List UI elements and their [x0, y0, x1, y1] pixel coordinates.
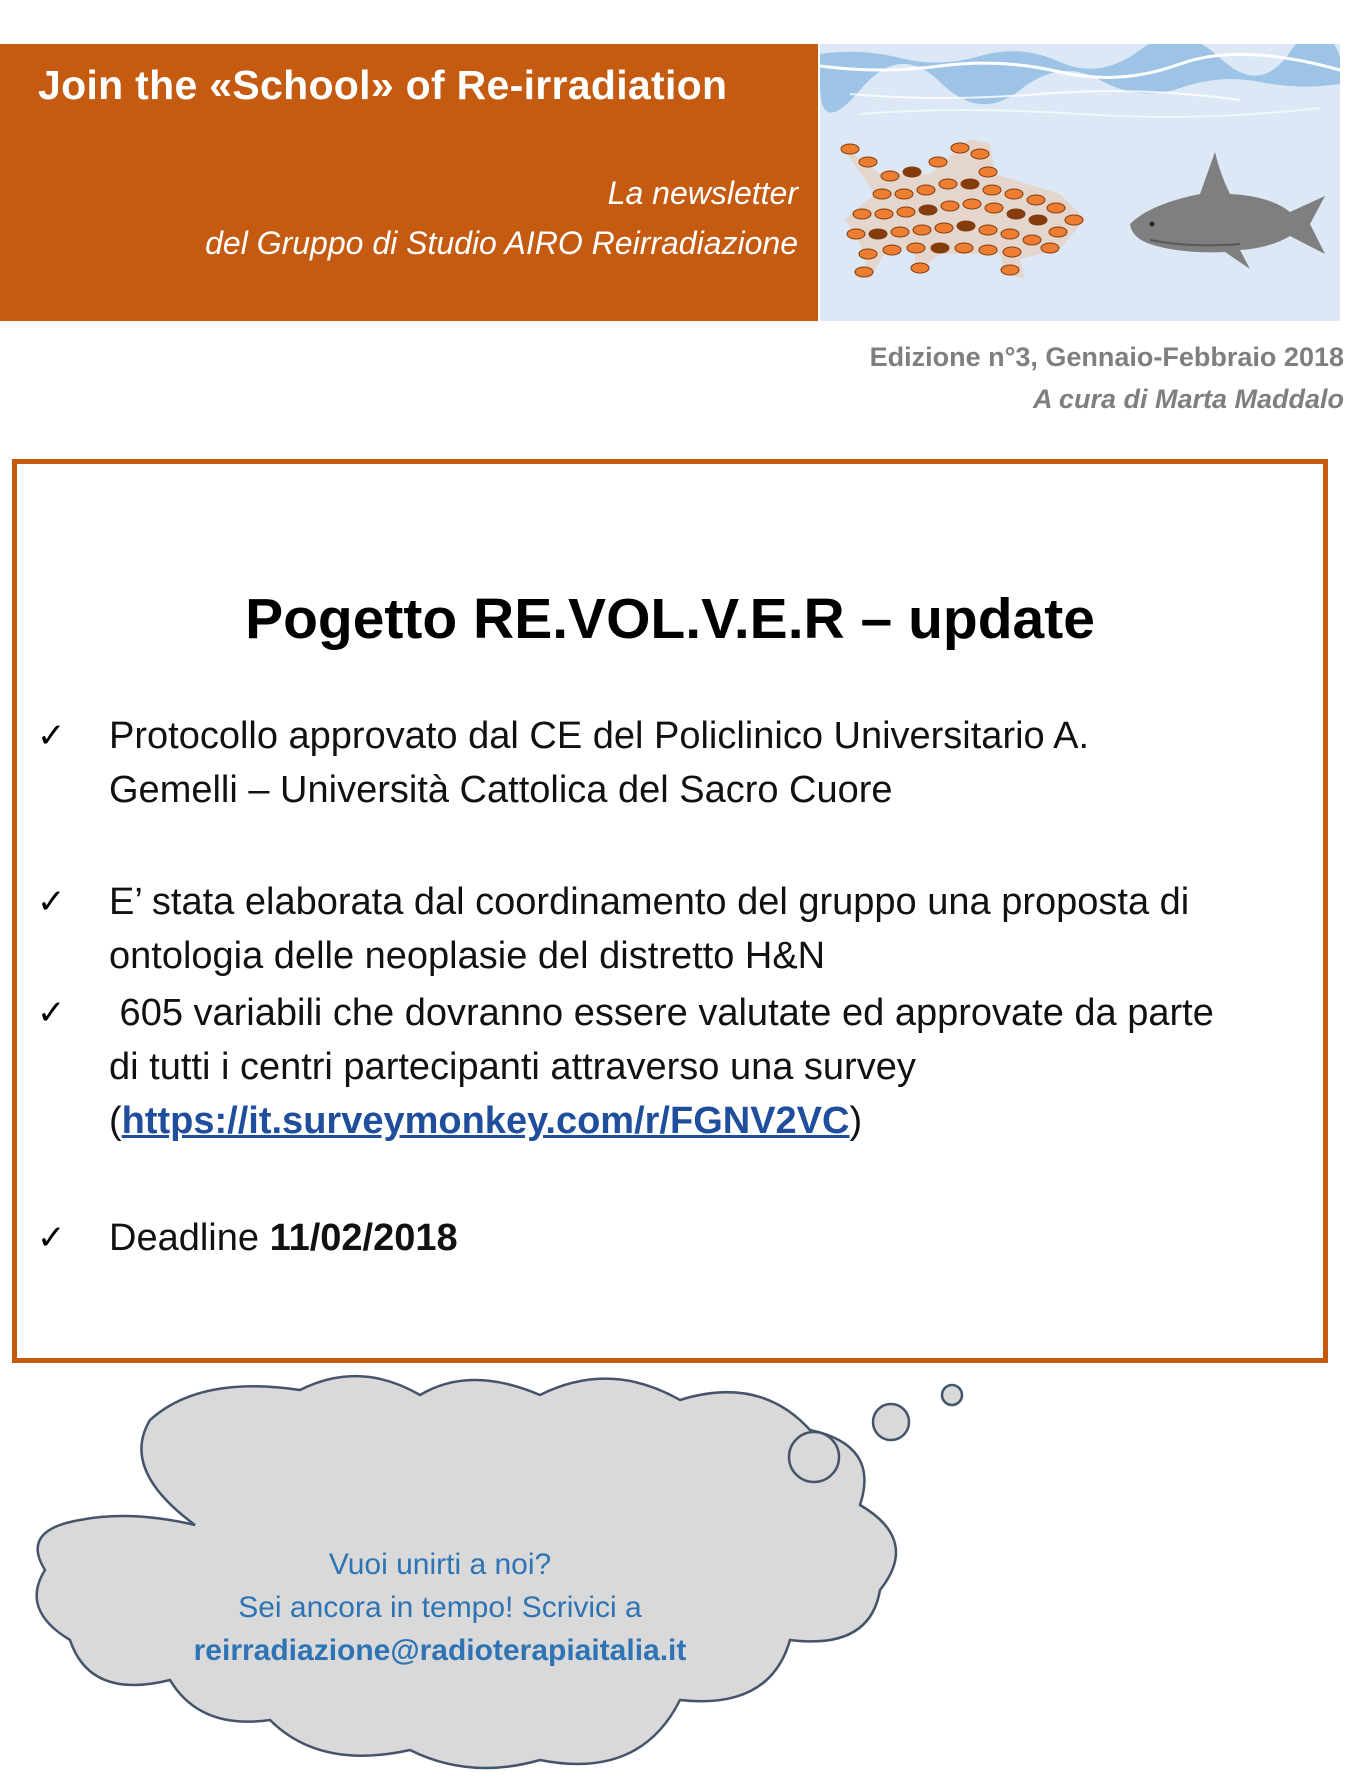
cloud-line-2: Sei ancora in tempo! Scrivici a	[238, 1591, 642, 1624]
list-item-text	[109, 875, 1317, 983]
list-item	[37, 986, 1317, 1148]
header-banner	[0, 44, 818, 321]
fish-school-shark-icon	[820, 44, 1340, 321]
subtitle-line-2: del Gruppo di Studio AIRO Reirradiazione	[205, 225, 798, 261]
deadline-line	[109, 1211, 1317, 1265]
subtitle-line-1: La newsletter	[607, 175, 798, 211]
list-item-text	[109, 709, 1317, 817]
edition-info	[870, 336, 1344, 420]
list-item-text	[109, 986, 1317, 1148]
contact-email-link[interactable]: reirradiazione@radioterapiaitalia.it	[193, 1634, 687, 1667]
edition-date: Edizione n°3, Gennaio-Febbraio 2018	[869, 342, 1344, 372]
item-2-line-2: ontologia delle neoplasie del distretto H&N	[109, 935, 826, 977]
item-3-line-3	[109, 1094, 1317, 1148]
list-item	[37, 1211, 1317, 1265]
newsletter-title: Join the «School» of Re-irradiation	[38, 62, 728, 108]
survey-link[interactable]: https://it.surveymonkey.com/r/FGNV2VC	[121, 1100, 850, 1142]
list-item	[37, 875, 1317, 983]
item-3-line-2: di tutti i centri partecipanti attraverso una survey	[109, 1046, 916, 1088]
checkmark-icon: ✓	[37, 1218, 66, 1258]
deadline-date: 11/02/2018	[269, 1217, 458, 1259]
checkmark-icon: ✓	[37, 882, 66, 922]
deadline-label: Deadline	[109, 1217, 270, 1259]
item-3-line-1: 605 variabili che dovranno essere valutate ed approvate da parte	[109, 992, 1214, 1034]
paren-close: )	[849, 1100, 863, 1142]
cloud-message	[140, 1543, 740, 1672]
update-title: Pogetto RE.VOL.V.E.R – update	[245, 587, 1095, 651]
paren-open: (	[109, 1100, 122, 1142]
newsletter-subtitle	[205, 168, 798, 268]
list-item	[37, 709, 1317, 817]
thought-bubble-medium	[873, 1404, 909, 1440]
edition-curator: A cura di Marta Maddalo	[1032, 384, 1344, 414]
item-2-line-1: E’ stata elaborata dal coordinamento del gruppo una proposta di	[109, 881, 1190, 923]
checkmark-icon: ✓	[37, 716, 66, 756]
list-item-text	[109, 1211, 1317, 1265]
thought-bubble-small	[942, 1385, 962, 1405]
thought-bubble-large	[789, 1432, 839, 1482]
checkmark-icon: ✓	[37, 993, 66, 1033]
item-1-line-1: Protocollo approvato dal CE del Policlinico Universitario A.	[109, 715, 1090, 757]
cloud-line-1: Vuoi unirti a noi?	[328, 1548, 552, 1581]
item-1-line-2: Gemelli – Università Cattolica del Sacro Cuore	[109, 769, 893, 811]
update-box	[12, 459, 1328, 1363]
